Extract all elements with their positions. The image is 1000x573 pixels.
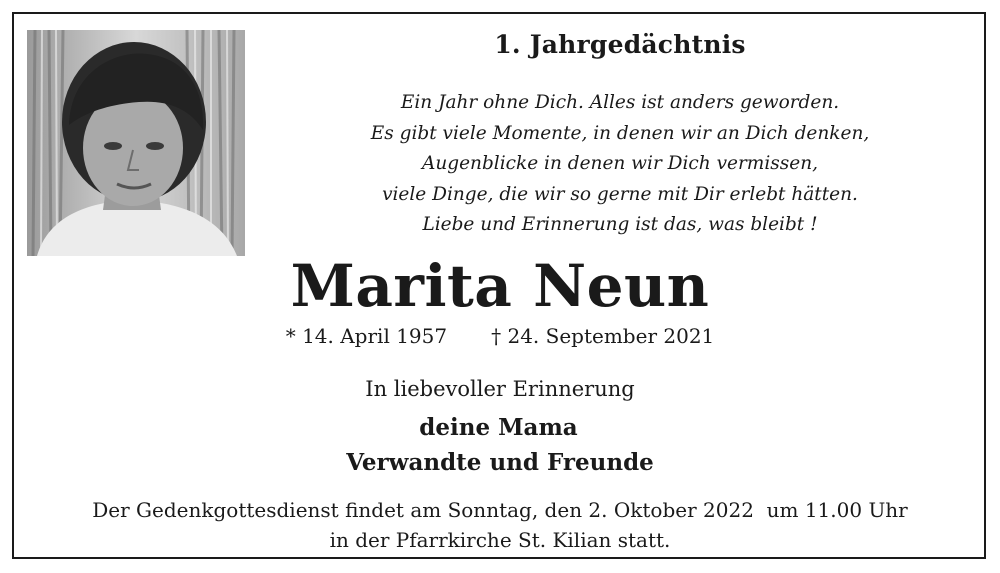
- memory-line: In liebevoller Erinnerung: [365, 377, 635, 401]
- life-dates: [200, 324, 800, 348]
- family-signature: [200, 410, 800, 480]
- death-date: † 24. September 2021: [491, 324, 715, 348]
- portrait-photo: [27, 30, 245, 256]
- deceased-name: Marita Neun: [290, 252, 710, 320]
- poem: [370, 88, 870, 241]
- family-line: Verwandte und Freunde: [346, 449, 654, 476]
- service-announcement: [40, 495, 960, 555]
- service-line: Der Gedenkgottesdienst findet am Sonntag, den 2. Oktober 2022 um 11.00 Uhr: [92, 498, 908, 522]
- poem-line: Es gibt viele Momente, in denen wir an Dich denken,: [370, 122, 870, 144]
- anniversary-heading: 1. Jahrgedächtnis: [494, 30, 746, 59]
- birth-date: * 14. April 1957: [285, 324, 448, 348]
- poem-line: Ein Jahr ohne Dich. Alles ist anders geworden.: [400, 92, 840, 113]
- family-line: deine Mama: [419, 414, 578, 441]
- service-line: in der Pfarrkirche St. Kilian statt.: [329, 528, 671, 552]
- poem-line: Augenblicke in denen wir Dich vermissen,: [421, 153, 819, 174]
- poem-line: Liebe und Erinnerung ist das, was bleibt !: [422, 214, 818, 235]
- poem-line: viele Dinge, die wir so gerne mit Dir erlebt hätten.: [382, 183, 858, 205]
